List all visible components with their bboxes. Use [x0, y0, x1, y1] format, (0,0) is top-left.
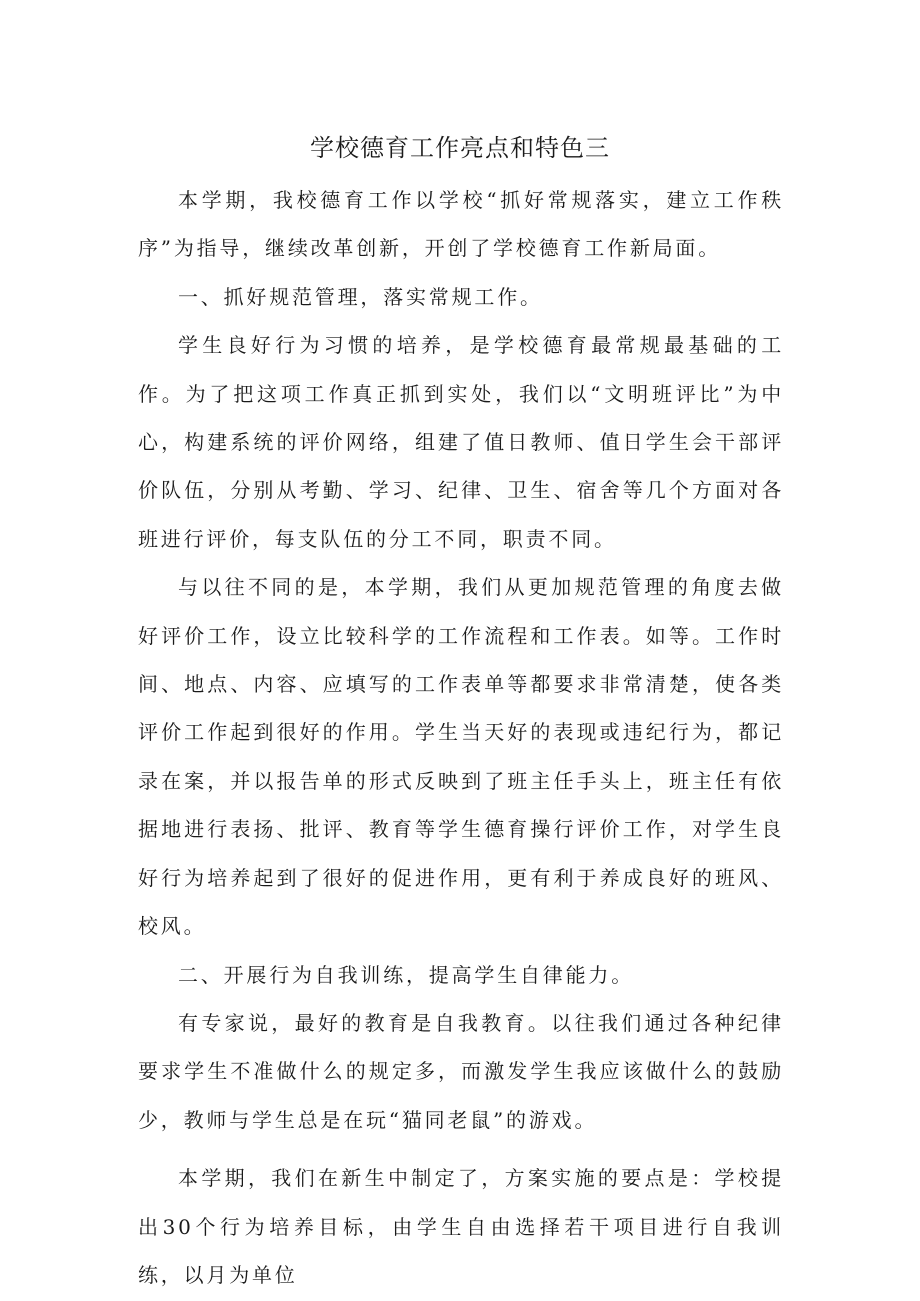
- paragraph-intro: 本学期，我校德育工作以学校“抓好常规落实，建立工作秩序”为指导，继续改革创新，开创了学校德育工作新局面。: [138, 188, 784, 261]
- section-heading-2: 二、开展行为自我训练，提高学生自律能力。: [178, 962, 634, 987]
- paragraph-section-2-b: 本学期，我们在新生中制定了，方案实施的要点是：学校提出30个行为培养目标，由学生自由选择若干项目进行自我训练，以月为单位: [138, 1166, 784, 1287]
- section-heading-1: 一、抓好规范管理，落实常规工作。: [178, 284, 543, 309]
- paragraph-section-1-a: 学生良好行为习惯的培养，是学校德育最常规最基础的工作。为了把这项工作真正抓到实处，我们以“文明班评比”为中心，构建系统的评价网络，组建了值日教师、值日学生会干部评价队伍，分别从考勤、学习、纪律、卫生、宿舍等几个方面对各班进行评价，每支队伍的分工不同，职责不同。: [138, 333, 784, 551]
- paragraph-section-2-a: 有专家说，最好的教育是自我教育。以往我们通过各种纪律要求学生不准做什么的规定多，而激发学生我应该做什么的鼓励少，教师与学生总是在玩“猫同老鼠”的游戏。: [138, 1010, 784, 1132]
- document-title: 学校德育工作亮点和特色三: [310, 134, 610, 162]
- paragraph-section-1-b: 与以往不同的是，本学期，我们从更加规范管理的角度去做好评价工作，设立比较科学的工作流程和工作表。如等。工作时间、地点、内容、应填写的工作表单等都要求非常清楚，使各类评价工作起到很好的作用。学生当天好的表现或违纪行为，都记录在案，并以报告单的形式反映到了班主任手头上，班主任有依据地进行表扬、批评、教育等学生德育操行评价工作，对学生良好行为培养起到了很好的促进作用，更有利于养成良好的班风、校风。: [138, 575, 784, 939]
- document-body: [138, 176, 784, 1299]
